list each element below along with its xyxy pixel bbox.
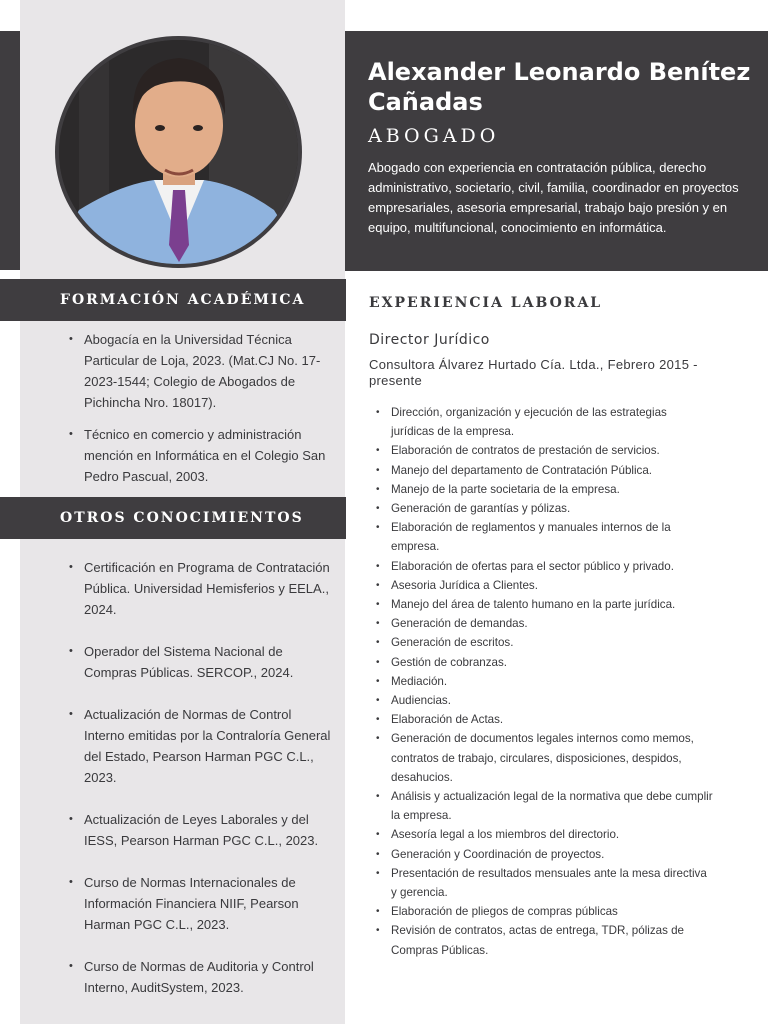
list-item: • Revisión de contratos, actas de entrega, TDR, pólizas de Compras Públicas. [373, 921, 713, 959]
list-item: • Manejo del área de talento humano en la parte jurídica. [373, 595, 713, 614]
list-item: • Generación de garantías y pólizas. [373, 499, 713, 518]
list-item: • Análisis y actualización legal de la normativa que debe cumplir la empresa. [373, 787, 713, 825]
list-item: • Actualización de Leyes Laborales y del IESS, Pearson Harman PGC C.L., 2023. [64, 809, 334, 851]
experiencia-title: EXPERIENCIA LABORAL [369, 295, 603, 311]
list-item: • Asesoría legal a los miembros del directorio. [373, 825, 713, 844]
list-item: • Gestión de cobranzas. [373, 653, 713, 672]
otros-list [64, 557, 334, 998]
left-accent-strip [0, 31, 20, 270]
list-item: • Elaboración de ofertas para el sector público y privado. [373, 557, 713, 576]
list-item: • Curso de Normas Internacionales de Información Financiera NIIF, Pearson Harman PGC C.L., 2023. [64, 872, 334, 935]
list-item: • Generación y Coordinación de proyectos. [373, 845, 713, 864]
list-item: • Abogacía en la Universidad Técnica Particular de Loja, 2023. (Mat.CJ No. 17-2023-1544; Colegio de Abogados de Pichincha Nro. 18017). [64, 329, 334, 413]
job-title: Director Jurídico [369, 332, 490, 348]
list-item: • Curso de Normas de Auditoria y Control Interno, AuditSystem, 2023. [64, 956, 334, 998]
formacion-header [0, 279, 346, 321]
list-item: • Elaboración de contratos de prestación de servicios. [373, 441, 713, 460]
list-item: • Operador del Sistema Nacional de Compras Públicas. SERCOP., 2024. [64, 641, 334, 683]
list-item: • Manejo del departamento de Contratación Pública. [373, 461, 713, 480]
list-item: • Técnico en comercio y administración mención en Informática en el Colegio San Pedro Pascual, 2003. [64, 424, 334, 487]
otros-header [0, 497, 346, 539]
list-item: • Generación de escritos. [373, 633, 713, 652]
list-item: • Dirección, organización y ejecución de las estrategias jurídicas de la empresa. [373, 403, 713, 441]
list-item: • Manejo de la parte societaria de la empresa. [373, 480, 713, 499]
profile-summary: Abogado con experiencia en contratación pública, derecho administrativo, societario, civil, familia, coordinador en proyectos empresariales, asesoria empresarial, trabajo bajo presión y en equipo, multifuncional, conocimiento en informática. [368, 160, 739, 235]
list-item: • Elaboración de pliegos de compras públicas [373, 902, 713, 921]
list-item: • Generación de demandas. [373, 614, 713, 633]
candidate-name: Alexander Leonardo Benítez Cañadas [368, 58, 751, 116]
profile-photo [55, 36, 302, 268]
company-and-dates: Consultora Álvarez Hurtado Cía. Ltda., Febrero 2015 - presente [369, 357, 698, 388]
portrait-illustration [59, 40, 298, 264]
list-item: • Audiencias. [373, 691, 713, 710]
list-item: • Elaboración de Actas. [373, 710, 713, 729]
experiencia-list [373, 403, 713, 960]
formacion-title: FORMACIÓN ACADÉMICA [60, 292, 306, 308]
list-item: • Generación de documentos legales internos como memos, contratos de trabajo, circulares, disposiciones, despidos, desahucios. [373, 729, 713, 787]
list-item: • Asesoria Jurídica a Clientes. [373, 576, 713, 595]
list-item: • Presentación de resultados mensuales ante la mesa directiva y gerencia. [373, 864, 713, 902]
formacion-list [64, 329, 334, 487]
header-band [345, 31, 768, 271]
list-item: • Actualización de Normas de Control Interno emitidas por la Contraloría General del Estado, Pearson Harman PGC C.L., 2023. [64, 704, 334, 788]
list-item: • Mediación. [373, 672, 713, 691]
candidate-role: ABOGADO [368, 125, 500, 147]
otros-title: OTROS CONOCIMIENTOS [60, 510, 304, 526]
list-item: • Certificación en Programa de Contratación Pública. Universidad Hemisferios y EELA., 2024. [64, 557, 334, 620]
list-item: • Elaboración de reglamentos y manuales internos de la empresa. [373, 518, 713, 556]
